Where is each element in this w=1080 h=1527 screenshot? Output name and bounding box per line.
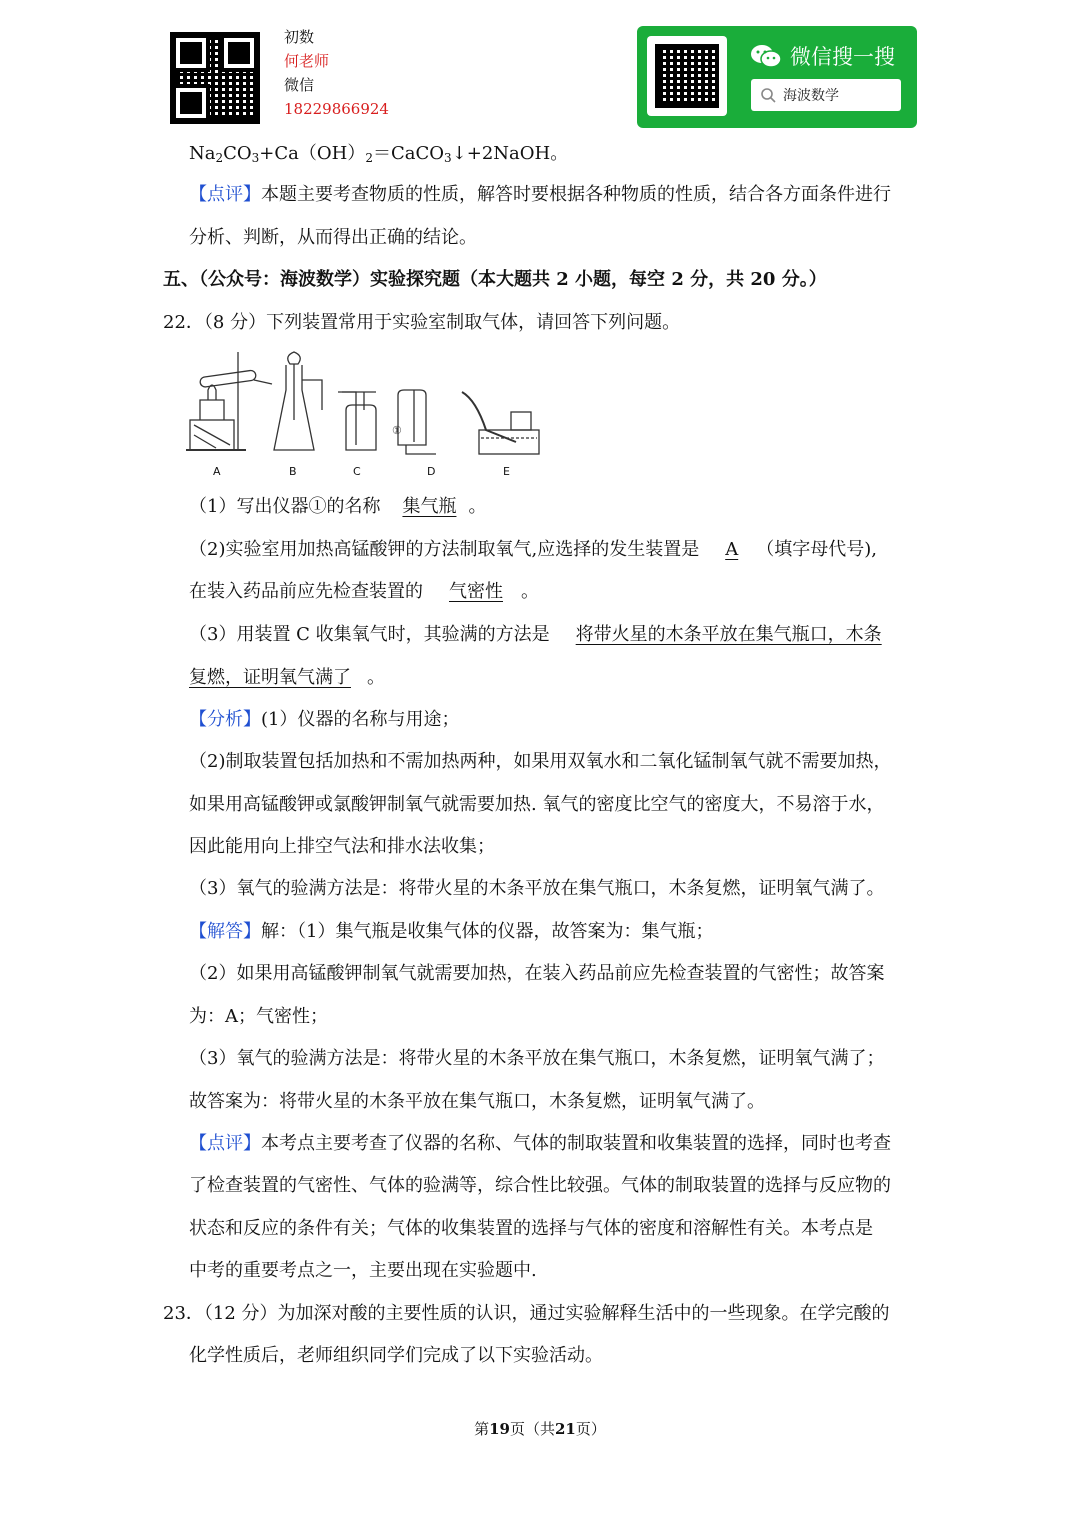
page-footer: 第19页（共21页） [474, 1420, 606, 1438]
svg-text:①: ① [392, 424, 402, 437]
text-line: 如果用高锰酸钾或氯酸钾制氧气就需要加热. 氧气的密度比空气的密度大，不易溶于水， [189, 794, 885, 815]
answer-blank: 将带火星的木条平放在集气瓶口，木条 [575, 624, 882, 645]
text-line: （3）氧气的验满方法是：将带火星的木条平放在集气瓶口，木条复燃，证明氧气满了； [189, 1048, 885, 1069]
figure-label: D [427, 465, 436, 478]
apparatus-d [398, 390, 436, 454]
review-tag: 【点评】 [189, 184, 261, 205]
answer-blank: 集气瓶 [402, 496, 457, 517]
page-total: 21 [555, 1420, 576, 1438]
apparatus-b [274, 352, 322, 450]
contact-line: 初数 [284, 28, 315, 46]
question-22-stem: 22．（8 分）下列装置常用于实验室制取气体，请回答下列问题。 [163, 312, 681, 333]
apparatus-e [462, 392, 539, 454]
wechat-search-banner[interactable] [637, 26, 917, 128]
review-paragraph: 【点评】本题主要考查物质的性质，解答时要根据各种物质的性质，结合各方面条件进行 [189, 184, 891, 205]
text-line: 状态和反应的条件有关；气体的收集装置的选择与气体的密度和溶解性有关。本考点是 [189, 1218, 873, 1239]
apparatus-figure [186, 350, 551, 462]
contact-info [284, 25, 389, 121]
sub-question-1: （1）写出仪器①的名称 集气瓶 。 [189, 496, 487, 517]
contact-line: 何老师 [284, 52, 330, 70]
analysis-paragraph: 【分析】(1）仪器的名称与用途； [189, 709, 460, 730]
question-23-stem: 23．（12 分）为加深对酸的主要性质的认识，通过实验解释生活中的一些现象。在学完酸的 [163, 1303, 890, 1324]
figure-label: E [503, 465, 510, 478]
page-number: 19 [489, 1420, 510, 1438]
text-line: （3）氧气的验满方法是：将带火星的木条平放在集气瓶口，木条复燃，证明氧气满了。 [189, 878, 885, 899]
search-query: 海波数学 [783, 88, 839, 104]
qr-code-image [170, 32, 260, 124]
section-heading: 五、（公众号：海波数学）实验探究题（本大题共 2 小题，每空 2 分，共 20 分。） [163, 269, 827, 290]
text-line: 为：A；气密性； [189, 1006, 328, 1027]
sub-question-2: （2)实验室用加热高锰酸钾的方法制取氧气,应选择的发生装置是 A （填字母代号), [189, 539, 877, 560]
text-line: 因此能用向上排空气法和排水法收集； [189, 836, 495, 857]
apparatus-c [338, 392, 376, 450]
answer-tag: 【解答】 [189, 921, 261, 942]
apparatus-a [186, 352, 272, 450]
text-line: 故答案为：将带火星的木条平放在集气瓶口，木条复燃，证明氧气满了。 [189, 1091, 765, 1112]
text-line: （2)制取装置包括加热和不需加热两种，如果用双氧水和二氧化锰制氧气就不需要加热， [189, 751, 892, 772]
contact-line: 18229866924 [284, 100, 389, 118]
wechat-search-title: 微信搜一搜 [790, 45, 895, 69]
text-line: （2）如果用高锰酸钾制氧气就需要加热，在装入药品前应先检查装置的气密性；故答案 [189, 963, 885, 984]
equation-line: $Na_2CO_3+Ca(OH)_2=CaCO_3↓+2NaOH$。 [189, 143, 569, 165]
contact-line: 微信 [284, 76, 315, 94]
wechat-search-input[interactable] [751, 79, 901, 111]
figure-label: B [289, 465, 297, 478]
answer-blank: 气密性 [449, 581, 503, 602]
text-line: 中考的重要考点之一，主要出现在实验题中. [189, 1260, 537, 1281]
answer-paragraph: 【解答】解：（1）集气瓶是收集气体的仪器，故答案为：集气瓶； [189, 921, 714, 942]
review-paragraph: 【点评】本考点主要考查了仪器的名称、气体的制取装置和收集装置的选择，同时也考查 [189, 1133, 891, 1154]
sub-question-3: （3）用装置 C 收集氧气时，其验满的方法是 将带火星的木条平放在集气瓶口，木条 [189, 624, 882, 645]
search-icon [760, 87, 776, 103]
wechat-icon [750, 43, 782, 69]
analysis-tag: 【分析】 [189, 709, 261, 730]
figure-label: A [213, 465, 221, 478]
sub-question-2-cont: 在装入药品前应先检查装置的 气密性 。 [189, 581, 539, 602]
text-line: 了检查装置的气密性、气体的验满等，综合性比较强。气体的制取装置的选择与反应物的 [189, 1175, 891, 1196]
text-line: 化学性质后，老师组织同学们完成了以下实验活动。 [189, 1345, 603, 1366]
qr-code-image [647, 36, 727, 116]
figure-label: C [353, 465, 361, 478]
text-line: 分析、判断，从而得出正确的结论。 [189, 227, 477, 248]
review-tag: 【点评】 [189, 1133, 261, 1154]
sub-question-3-cont: 复燃，证明氧气满了 。 [189, 667, 385, 688]
answer-blank: A [725, 539, 739, 560]
answer-blank: 复燃，证明氧气满了 [189, 667, 351, 688]
